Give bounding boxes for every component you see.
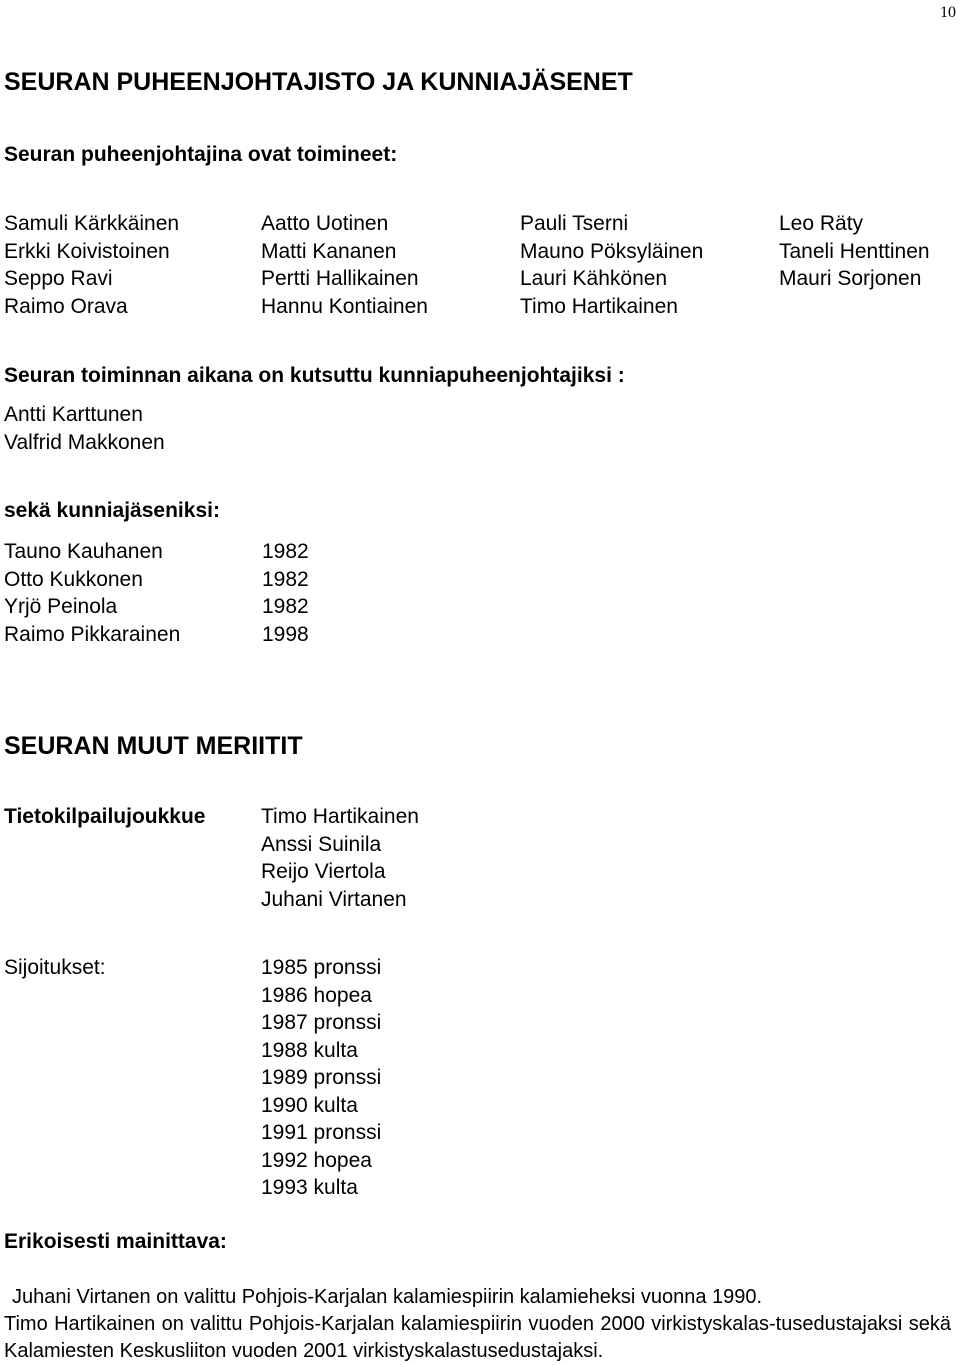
chairs-row (4, 293, 954, 321)
chair-name: Pertti Hallikainen (261, 267, 419, 290)
team-member: Anssi Suinila (261, 832, 382, 856)
placement-item: 1991 pronssi (261, 1121, 382, 1144)
member-name: Tauno Kauhanen (4, 540, 163, 563)
chair-name: Matti Kananen (261, 239, 397, 263)
chair-name: Timo Hartikainen (520, 294, 678, 318)
team-label: Tietokilpailujoukkue (4, 805, 206, 828)
honorary-chairs-heading: Seuran toiminnan aikana on kutsuttu kunniapuheenjohtajiksi : (4, 364, 625, 387)
placement-item: 1992 hopea (261, 1148, 372, 1172)
special-mention-line2: Timo Hartikainen on valittu Pohjois-Karjalan kalamiespiirin vuoden 2000 virkistyskalas-tusedustajaksi sekä Kalamiesten Keskusliiton vuoden 2001 virkistyskalastusedustajaksi. (4, 1313, 951, 1362)
merits-title: SEURAN MUUT MERIITIT (4, 732, 303, 760)
page-title: SEURAN PUHEENJOHTAJISTO JA KUNNIAJÄSENET (4, 68, 633, 96)
chairs-heading: Seuran puheenjohtajina ovat toimineet: (4, 143, 398, 166)
team-member: Juhani Virtanen (261, 887, 407, 911)
special-mention-line1: Juhani Virtanen on valittu Pohjois-Karjalan kalamiespiirin kalamieheksi vuonna 1990. (12, 1286, 763, 1308)
placements-label: Sijoitukset: (4, 956, 106, 979)
chair-name: Mauno Pöksyläinen (520, 239, 704, 263)
honorary-member-row (4, 538, 404, 566)
chairs-grid (4, 210, 954, 320)
chair-name: Erkki Koivistoinen (4, 239, 170, 263)
placement-item: 1986 hopea (261, 983, 372, 1007)
member-name: Yrjö Peinola (4, 595, 118, 618)
honorary-chairs-list (4, 401, 165, 456)
chair-name: Seppo Ravi (4, 267, 113, 290)
page-number: 10 (940, 4, 956, 21)
chairs-row (4, 238, 954, 266)
honorary-member-row (4, 593, 404, 621)
chairs-row (4, 265, 954, 293)
chair-name: Mauri Sorjonen (779, 267, 922, 290)
honorary-member-row (4, 566, 404, 594)
team-member: Reijo Viertola (261, 860, 386, 883)
special-mention-label: Erikoisesti mainittava: (4, 1230, 227, 1253)
team-list (261, 803, 419, 913)
placement-item: 1985 pronssi (261, 956, 382, 979)
chair-name: Raimo Orava (4, 294, 128, 318)
team-member: Timo Hartikainen (261, 805, 419, 828)
chairs-row (4, 210, 954, 238)
member-year: 1982 (262, 540, 309, 563)
placement-item: 1990 kulta (261, 1093, 358, 1117)
honorary-members-heading: sekä kunniajäseniksi: (4, 499, 220, 522)
chair-name: Aatto Uotinen (261, 212, 389, 235)
chair-name: Pauli Tserni (520, 212, 629, 235)
placement-item: 1988 kulta (261, 1038, 358, 1062)
placement-item: 1993 kulta (261, 1176, 358, 1199)
honorary-members-list (4, 538, 404, 648)
member-name: Raimo Pikkarainen (4, 622, 181, 646)
placement-item: 1989 pronssi (261, 1066, 382, 1089)
honorary-chair-name: Valfrid Makkonen (4, 430, 165, 454)
honorary-chair-name: Antti Karttunen (4, 403, 143, 426)
chair-name: Hannu Kontiainen (261, 294, 428, 318)
chair-name: Taneli Henttinen (779, 239, 930, 263)
placements-list (261, 954, 381, 1202)
placement-item: 1987 pronssi (261, 1011, 382, 1034)
chair-name: Lauri Kähkönen (520, 267, 668, 290)
honorary-member-row (4, 621, 404, 649)
member-year: 1982 (262, 595, 309, 618)
member-year: 1998 (262, 622, 309, 646)
chair-name: Samuli Kärkkäinen (4, 212, 180, 235)
member-name: Otto Kukkonen (4, 567, 143, 591)
member-year: 1982 (262, 567, 309, 591)
chair-name: Leo Räty (779, 212, 864, 235)
